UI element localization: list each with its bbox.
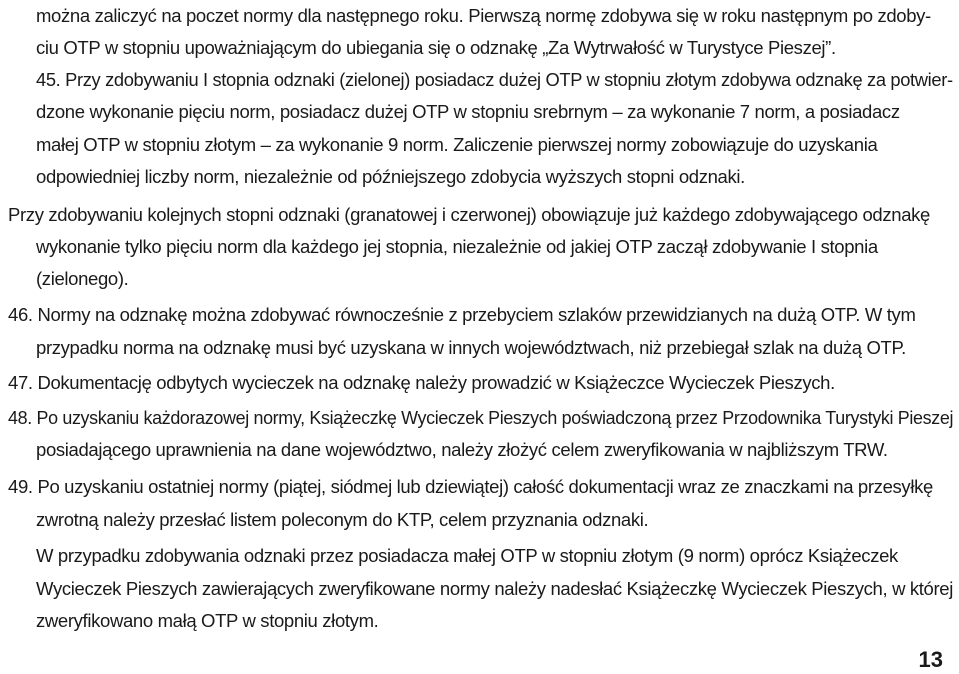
paragraph-47-line: 47. Dokumentację odbytych wycieczek na odznakę należy prowadzić w Książeczce Wycieczek Pieszych. (8, 372, 835, 393)
paragraph-line: wykonanie tylko pięciu norm dla każdego jej stopnia, niezależnie od jakiej OTP zaczął zdobywanie I stopnia (36, 236, 878, 257)
paragraph-48-line: 48. Po uzyskaniu każdorazowej normy, Książeczkę Wycieczek Pieszych poświadczoną przez Przodownika Turystyki Pieszej (8, 407, 954, 428)
page-number: 13 (918, 647, 943, 672)
paragraph-49-line: 49. Po uzyskaniu ostatniej normy (piątej, siódmej lub dziewiątej) całość dokumentacji wraz ze znaczkami na przesyłkę (8, 476, 933, 497)
paragraph-45-line: małej OTP w stopniu złotym – za wykonanie 9 norm. Zaliczenie pierwszej normy zobowiązuje do uzyskania (36, 134, 878, 155)
paragraph-line: (zielonego). (36, 268, 129, 289)
paragraph-48-line: posiadającego uprawnienia na dane województwo, należy złożyć celem zweryfikowania w najbliższym TRW. (36, 439, 888, 460)
text-line: można zaliczyć na poczet normy dla następnego roku. Pierwszą normę zdobywa się w roku następnym po zdoby- (36, 5, 931, 26)
paragraph-line: W przypadku zdobywania odznaki przez posiadacza małej OTP w stopniu złotym (9 norm) oprócz Książeczek (36, 545, 898, 566)
paragraph-45-line: odpowiedniej liczby norm, niezależnie od późniejszego zdobycia wyższych stopni odznaki. (36, 166, 745, 187)
paragraph-line: Przy zdobywaniu kolejnych stopni odznaki (granatowej i czerwonej) obowiązuje już każdego zdobywającego odznakę (8, 204, 930, 225)
paragraph-45-line: 45. Przy zdobywaniu I stopnia odznaki (zielonej) posiadacz dużej OTP w stopniu złotym zdobywa odznakę za potwier- (36, 69, 953, 90)
paragraph-46-line: przypadku norma na odznakę musi być uzyskana w innych województwach, niż przebiegał szlak na dużą OTP. (36, 337, 906, 358)
paragraph-46-line: 46. Normy na odznakę można zdobywać równocześnie z przebyciem szlaków przewidzianych na dużą OTP. W tym (8, 304, 916, 325)
text-line: ciu OTP w stopniu upoważniającym do ubiegania się o odznakę „Za Wytrwałość w Turystyce Pieszej”. (36, 37, 836, 58)
paragraph-line: zweryfikowano małą OTP w stopniu złotym. (36, 610, 379, 631)
paragraph-45-line: dzone wykonanie pięciu norm, posiadacz dużej OTP w stopniu srebrnym – za wykonanie 7 norm, a posiadacz (36, 101, 900, 122)
paragraph-49-line: zwrotną należy przesłać listem poleconym do KTP, celem przyznania odznaki. (36, 509, 649, 530)
paragraph-line: Wycieczek Pieszych zawierających zweryfikowane normy należy nadesłać Książeczkę Wycieczek Pieszych, w której (36, 578, 954, 599)
